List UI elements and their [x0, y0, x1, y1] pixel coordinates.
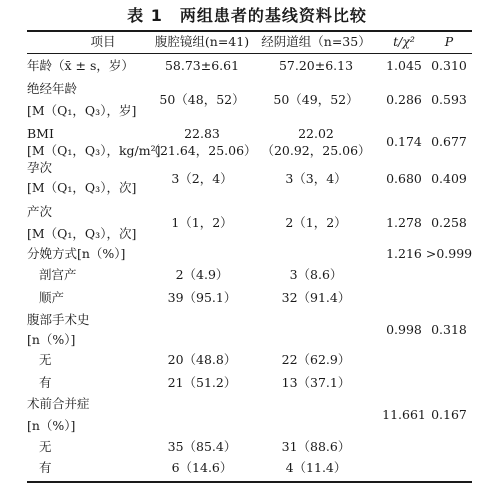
- row-label: 孕次: [27, 160, 53, 175]
- row-group1: 50（48，52）: [159, 92, 245, 107]
- row-group1: 58.73±6.61: [164, 58, 240, 73]
- row-label: 产次: [27, 204, 53, 219]
- row-group2: 32（91.4）: [281, 290, 351, 305]
- row-group2: 4（11.4）: [285, 460, 347, 475]
- row-group1: 39（95.1）: [167, 290, 237, 305]
- row-p: 0.258: [431, 215, 467, 230]
- row-group1: 2（4.9）: [175, 267, 229, 282]
- row-group1: 20（48.8）: [167, 352, 237, 367]
- row-p: 0.409: [431, 171, 467, 186]
- row-label-unit: [M（Q₁，Q₃），次]: [27, 226, 137, 241]
- row-sublabel: 无: [39, 352, 52, 367]
- bottom-rule: [27, 481, 472, 483]
- row-stat: 0.680: [386, 171, 422, 186]
- top-rule: [27, 30, 472, 32]
- row-p: >0.999: [425, 246, 473, 261]
- row-group1: 35（85.4）: [167, 439, 237, 454]
- row-sublabel: 有: [39, 460, 52, 475]
- row-label: 分娩方式[n（%）]: [27, 246, 126, 261]
- row-group1: 1（1，2）: [171, 215, 233, 230]
- row-group2: 3（8.6）: [289, 267, 343, 282]
- row-stat: 1.216: [386, 246, 422, 261]
- row-label-unit: [M（Q₁，Q₃），kg/m²]: [27, 143, 161, 158]
- row-group1-range: （21.64，25.06）: [147, 143, 257, 158]
- row-group1: 3（2，4）: [171, 171, 233, 186]
- row-p: 0.167: [431, 407, 467, 422]
- row-sublabel: 顺产: [39, 290, 65, 305]
- row-label: 绝经年龄: [27, 81, 78, 96]
- row-p: 0.318: [431, 322, 467, 337]
- row-sublabel: 剖宫产: [39, 267, 77, 282]
- row-stat: 11.661: [382, 407, 426, 422]
- row-p: 0.677: [431, 134, 467, 149]
- row-group2: 3（3，4）: [285, 171, 347, 186]
- row-p: 0.593: [431, 92, 467, 107]
- row-stat: 0.286: [386, 92, 422, 107]
- row-stat: 0.174: [386, 134, 422, 149]
- row-stat: 1.278: [386, 215, 422, 230]
- row-label: 腹部手术史: [27, 312, 90, 327]
- table-title: 表 1 两组患者的基线资料比较: [127, 6, 367, 25]
- header-p: P: [444, 34, 454, 49]
- row-group2: 2（1，2）: [285, 215, 347, 230]
- row-label-unit: [M（Q₁，Q₃），次]: [27, 180, 137, 195]
- header-stat: t/χ²: [393, 34, 415, 49]
- row-group1: 21（51.2）: [167, 375, 237, 390]
- row-sublabel: 有: [39, 375, 52, 390]
- header-group1: 腹腔镜组(n=41): [154, 34, 250, 49]
- row-stat: 1.045: [386, 58, 422, 73]
- row-stat: 0.998: [386, 322, 422, 337]
- row-group2: 31（88.6）: [281, 439, 351, 454]
- row-label-unit: [M（Q₁，Q₃），岁]: [27, 103, 137, 118]
- header-item: 项目: [90, 34, 116, 49]
- row-label-unit: [n（%）]: [27, 332, 76, 347]
- row-label: 年龄（x̄ ± s，岁）: [27, 58, 134, 73]
- row-label: 术前合并症: [27, 396, 90, 411]
- row-p: 0.310: [431, 58, 467, 73]
- row-label: BMI: [27, 126, 54, 141]
- row-sublabel: 无: [39, 439, 52, 454]
- header-rule: [27, 53, 472, 54]
- row-group2: 22（62.9）: [281, 352, 351, 367]
- row-label-unit: [n（%）]: [27, 418, 76, 433]
- header-group2: 经阴道组（n=35）: [261, 34, 371, 49]
- row-group2-range: （20.92，25.06）: [261, 143, 371, 158]
- row-group2: 50（49，52）: [273, 92, 359, 107]
- row-group1: 6（14.6）: [171, 460, 233, 475]
- row-group1: 22.83: [184, 126, 220, 141]
- row-group2: 22.02: [298, 126, 334, 141]
- row-group2: 57.20±6.13: [278, 58, 354, 73]
- row-group2: 13（37.1）: [281, 375, 351, 390]
